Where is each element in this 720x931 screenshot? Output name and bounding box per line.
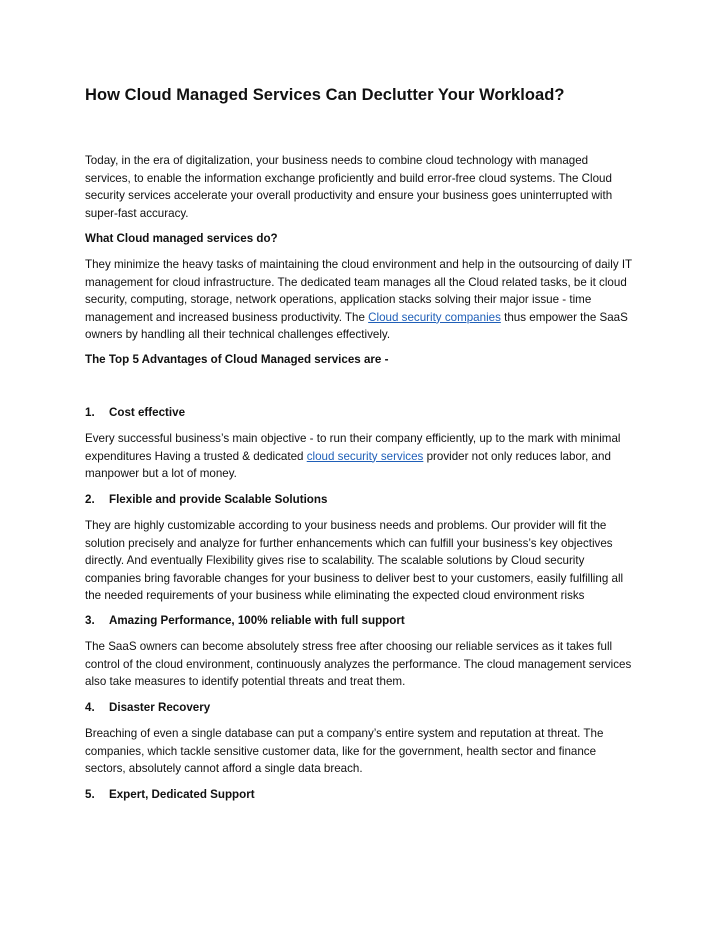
- what-heading: What Cloud managed services do?: [85, 232, 278, 245]
- section-1-paragraph: [85, 430, 637, 483]
- section-title: Expert, Dedicated Support: [109, 788, 255, 801]
- section-number: 5.: [85, 788, 95, 801]
- what-paragraph: [85, 256, 637, 344]
- section-1-text-1: Every successful business’s main objective - to run their company efficiently, up to the mark with minimal expenditures Having a trusted & dedicated: [85, 432, 621, 463]
- intro-paragraph: Today, in the era of digitalization, your business needs to combine cloud technology with managed services, to enable the information exchange proficiently and build error-free cloud systems. The Cloud security services accelerate your overall productivity and ensure your business goes uninterrupted with super-fast accuracy.: [85, 154, 613, 220]
- section-number: 2.: [85, 493, 95, 506]
- cloud-security-services-link[interactable]: cloud security services: [306, 449, 424, 463]
- cloud-security-companies-link[interactable]: Cloud security companies: [368, 310, 501, 324]
- what-paragraph-text-2: thus empower the SaaS owners by handling all their technical challenges effectively.: [85, 310, 628, 342]
- section-2-paragraph: They are highly customizable according to your business needs and problems. Our provider will fit the solution precisely and analyze for further enhancements which can fulfill your business’s key objectives directly. And eventually Flexibility gives rise to scalability. The scalable solutions by Cloud security companies bring favorable changes for your business to deliver best to your customers, easily fulfilling all the needed requirements of your business while eliminating the expected cloud environment risks: [85, 519, 624, 603]
- section-title: Cost effective: [109, 406, 186, 419]
- section-1-heading: [85, 404, 637, 422]
- section-3-heading: [85, 612, 637, 630]
- section-1-text-2: provider not only reduces labor, and manpower but a lot of money.: [85, 449, 611, 481]
- document-title: How Cloud Managed Services Can Declutter Your Workload?: [85, 86, 565, 104]
- section-number: 4.: [85, 701, 95, 714]
- section-title: Amazing Performance, 100% reliable with full support: [109, 614, 405, 627]
- section-number: 1.: [85, 406, 95, 419]
- section-3-paragraph: The SaaS owners can become absolutely stress free after choosing our reliable services as it takes full control of the cloud environment, continuously analyzes the performance. The cloud management services also take measures to identify potential threats and treat them.: [85, 640, 632, 689]
- section-2-heading: [85, 491, 637, 509]
- top5-heading: The Top 5 Advantages of Cloud Managed services are -: [85, 353, 389, 366]
- section-number: 3.: [85, 614, 95, 627]
- section-5-heading: [85, 786, 637, 804]
- section-title: Disaster Recovery: [109, 701, 211, 714]
- what-paragraph-text-1: They minimize the heavy tasks of maintaining the cloud environment and help in the outsourcing of daily IT management for cloud infrastructure. The dedicated team manages all the Cloud related tasks, be it cloud security, computing, storage, network operations, application stacks solving their major issue - time management and increased business productivity. The: [85, 258, 632, 324]
- section-title: Flexible and provide Scalable Solutions: [109, 493, 328, 506]
- section-4-heading: [85, 699, 637, 717]
- section-4-paragraph: Breaching of even a single database can put a company’s entire system and reputation at threat. The companies, which tackle sensitive customer data, like for the government, health sector and finance sectors, absolutely cannot afford a single data breach.: [85, 727, 604, 776]
